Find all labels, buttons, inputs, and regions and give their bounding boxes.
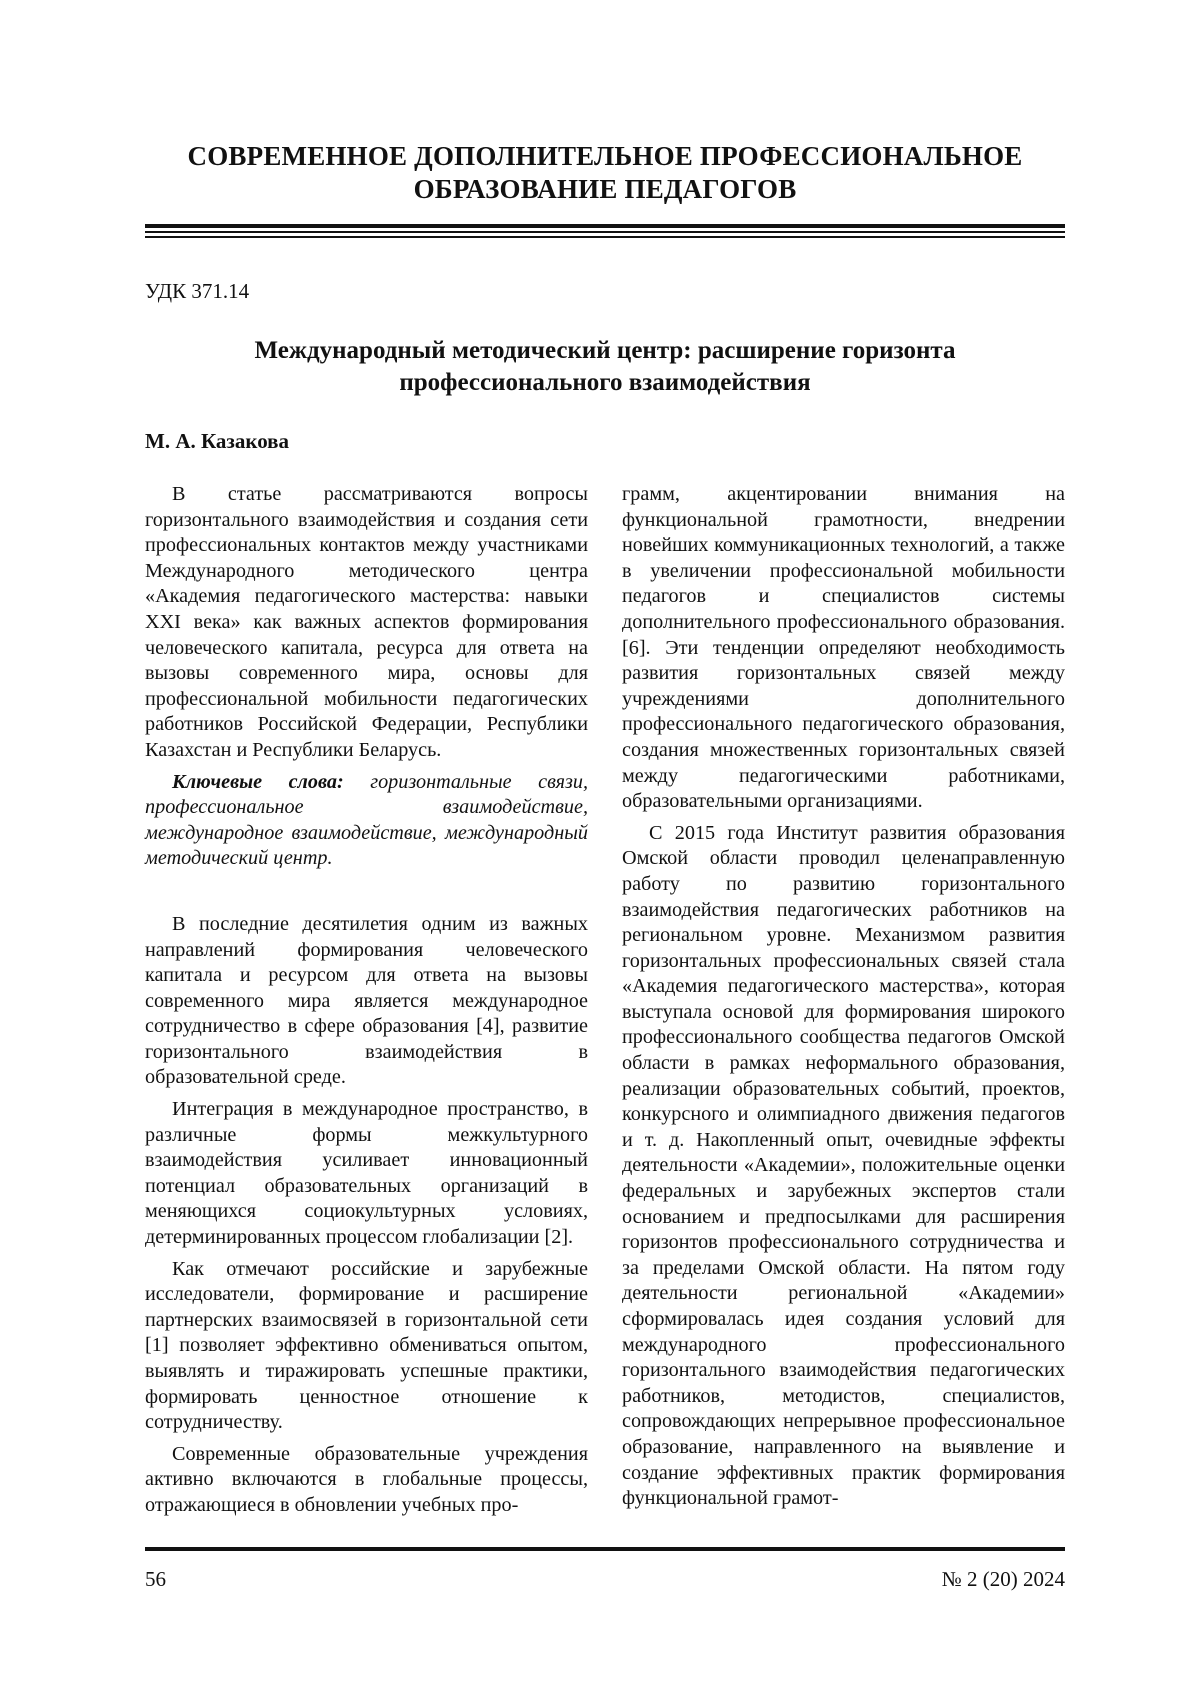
section-header — [145, 140, 1065, 206]
body-paragraph: Интеграция в международное пространство, в различные формы межкультурного взаимодействия усиливает инновационный потенциал образовательных организаций в меняющихся социокультурных условиях, детерминированных процессом глобализации [2]. — [145, 1097, 588, 1251]
footer-rule — [145, 1547, 1065, 1551]
udk-code: УДК 371.14 — [145, 278, 249, 304]
keywords-text: горизонтальные связи, профессиональное взаимодействие, международное взаимодействие, международный методический центр. — [145, 771, 588, 870]
header-rule-thin-1 — [145, 231, 1065, 233]
article-title-line-2: профессионального взаимодействия — [145, 367, 1065, 399]
body-paragraph: грамм, акцентировании внимания на функциональной грамотности, внедрении новейших коммуникационных технологий, а также в увеличении профессиональной мобильности педагогов и специалистов системы дополнительного профессионального образования. [6]. Эти тенденции определяют необходимость развития горизонтальных связей между учреждениями дополнительного профессионального педагогического образования, создания множественных горизонтальных связей между педагогическими работниками, образовательными организациями. — [622, 482, 1065, 815]
keywords — [145, 770, 588, 872]
body-paragraph: Как отмечают российские и зарубежные исследователи, формирование и расширение партнерских взаимосвязей в горизонтальной сети [1] позволяет эффективно обмениваться опытом, выявлять и тиражировать успешные практики, формировать ценностное отношение к сотрудничеству. — [145, 1257, 588, 1436]
left-column — [145, 482, 588, 1519]
abstract: В статье рассматриваются вопросы горизонтального взаимодействия и создания сети профессиональных контактов между участниками Международного методического центра «Академия педагогического мастерства: навыки XXI века» как важных аспектов формирования человеческого капитала, ресурса для ответа на вызовы современного мира, основы для профессиональной мобильности педагогических работников Российской Федерации, Республики Казахстан и Республики Беларусь. — [145, 482, 588, 764]
section-title-line-2: ОБРАЗОВАНИЕ ПЕДАГОГОВ — [145, 173, 1065, 206]
keywords-label: Ключевые слова: — [172, 771, 344, 793]
article-title-line-1: Международный методический центр: расширение горизонта — [145, 335, 1065, 367]
body-paragraph: С 2015 года Институт развития образования Омской области проводил целенаправленную работу по развитию горизонтального взаимодействия педагогических работников на региональном уровне. Механизмом развития горизонтальных профессиональных связей стала «Академия педагогического мастерства», которая выступала основой для формирования широкого профессионального сообщества педагогов Омской области в рамках неформального образования, реализации образовательных событий, проектов, конкурсного и олимпиадного движения педагогов и т. д. Накопленный опыт, очевидные эффекты деятельности «Академии», положительные оценки федеральных и зарубежных экспертов стали основанием и предпосылками для расширения горизонтов профессионального сотрудничества и за пределами Омской области. На пятом году деятельности региональной «Академии» сформировалась идея создания условий для международного профессионального горизонтального взаимодействия педагогических работников, методистов, специалистов, сопровождающих непрерывное профессиональное образование, направленного на выявление и создание эффективных практик формирования функциональной грамот- — [622, 821, 1065, 1512]
body-paragraph: Современные образовательные учреждения активно включаются в глобальные процессы, отражающиеся в обновлении учебных про- — [145, 1442, 588, 1519]
section-title-line-1: СОВРЕМЕННОЕ ДОПОЛНИТЕЛЬНОЕ ПРОФЕССИОНАЛЬНОЕ — [145, 140, 1065, 173]
header-rule-thick — [145, 224, 1065, 228]
author-name: М. А. Казакова — [145, 428, 289, 454]
issue-label: № 2 (20) 2024 — [942, 1566, 1065, 1592]
body-paragraph: В последние десятилетия одним из важных направлений формирования человеческого капитала и ресурсом для ответа на вызовы современного мира является международное сотрудничество в сфере образования [4], развитие горизонтального взаимодействия в образовательной среде. — [145, 912, 588, 1091]
header-rule-thin-2 — [145, 236, 1065, 238]
page-number: 56 — [145, 1566, 166, 1592]
right-column — [622, 482, 1065, 1512]
article-title — [145, 335, 1065, 399]
header-rule — [145, 224, 1065, 240]
